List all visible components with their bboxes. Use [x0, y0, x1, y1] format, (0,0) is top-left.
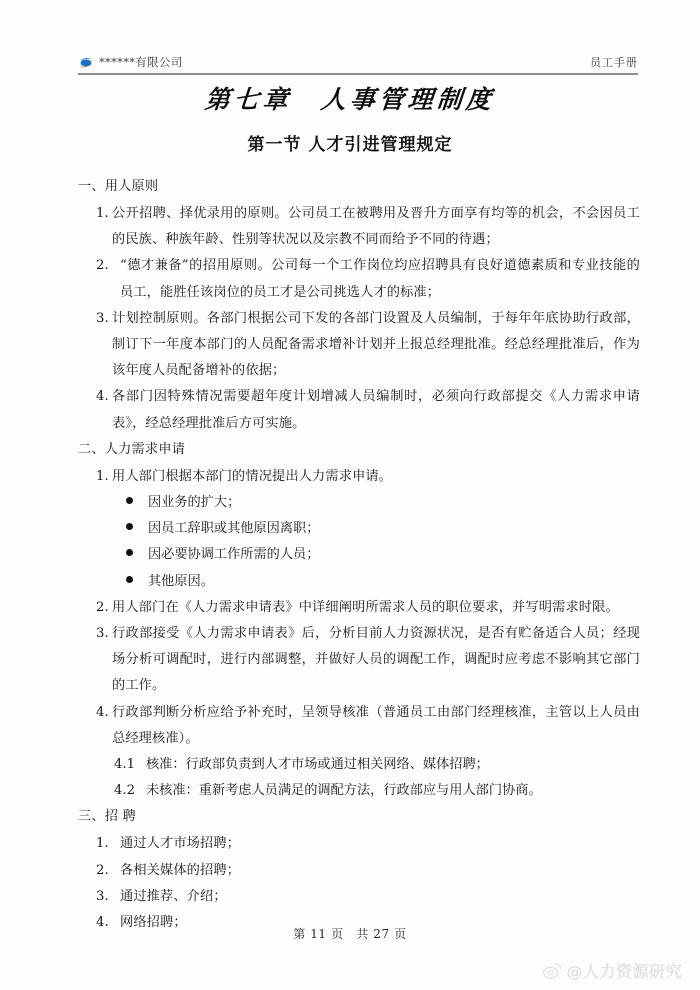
list-item [78, 253, 640, 305]
sub-list-item [78, 752, 640, 778]
list-marker: 2. [96, 862, 109, 878]
weibo-icon [542, 962, 562, 979]
list-item [78, 831, 640, 857]
page-number-footer: 第 11 页 共 27 页 [293, 927, 407, 941]
list-marker: 1. [96, 468, 109, 484]
watermark [542, 959, 682, 982]
list-item [78, 384, 640, 436]
bullet-list-item [78, 569, 640, 595]
list-marker: 4. [96, 915, 109, 931]
bullet-list-item [78, 490, 640, 516]
list-text: 各相关媒体的招聘； [120, 862, 241, 878]
header-company-name: ******有限公司 [99, 55, 183, 69]
list-text: “德才兼备”的招用原则。公司每一个工作岗位均应招聘具有良好道德素质和专业技能的员工，能胜任该岗位的员工才是公司挑选人才的标准； [120, 258, 640, 300]
list-text: 网络招聘； [120, 915, 187, 931]
list-marker: 3. [96, 888, 109, 904]
list-text: 用人部门在《人力需求申请表》中详细阐明所需求人员的职位要求，并写明需求时限。 [112, 599, 619, 615]
list-text: 各部门因特殊情况需要超年度计划增减人员编制时，必须向行政部提交《人力需求申请表》，经总经理批准后方可实施。 [112, 389, 640, 431]
bullet-text: 因业务的扩大； [148, 495, 241, 511]
list-item [78, 621, 640, 700]
bullet-dot-icon [78, 516, 148, 542]
list-text: 计划控制原则。各部门根据公司下发的各部门设置及人员编制，于每年年底协助行政部，制订下一年度本部门的人员配备需求增补计划并上报总经理批准。经总经理批准后，作为该年度人员配备增补的依据； [112, 310, 640, 379]
header-left-group [78, 54, 183, 70]
list-marker: 2. [96, 599, 109, 615]
list-marker: 4. [96, 704, 109, 720]
sub-list-text: 核准：行政部负责到人才市场或通过相关网络、媒体招聘； [146, 757, 489, 773]
list-text: 行政部判断分析应给予补充时，呈领导核准（普通员工由部门经理核准，主管以上人员由总经理核准）。 [112, 704, 640, 746]
bullet-list-item [78, 542, 640, 568]
sub-list-marker: 4.1 [114, 757, 135, 773]
bullet-text: 因员工辞职或其他原因离职； [148, 521, 320, 537]
bullet-dot-icon [78, 542, 148, 568]
sub-list-text: 未核准：重新考虑人员满足的调配方法，行政部应与用人部门协商。 [146, 783, 542, 799]
heading-level1-3: 三、招 聘 [78, 809, 136, 825]
list-text: 行政部接受《人力需求申请表》后，分析目前人力资源状况，是否有贮备适合人员；经现场分析可调配时，进行内部调整，并做好人员的调配工作，调配时应考虑不影响其它部门的工作。 [112, 626, 640, 694]
header-document-name: 员工手册 [590, 56, 638, 69]
list-text: 通过人才市场招聘； [120, 836, 241, 852]
bullet-dot-icon [78, 569, 148, 595]
section-title: 第一节 人才引进管理规定 [247, 135, 453, 155]
sub-list-item [78, 778, 640, 804]
list-item [78, 884, 640, 910]
bullet-text: 其他原因。 [148, 573, 214, 589]
list-text: 用人部门根据本部门的情况提出人力需求申请。 [112, 468, 393, 484]
sub-list-marker: 4.2 [114, 783, 135, 799]
list-marker: 1. [96, 206, 109, 221]
bullet-list-item [78, 516, 640, 542]
bullet-dot-icon [78, 490, 148, 516]
list-item [78, 595, 640, 621]
chapter-title: 第七章 人事管理制度 [203, 85, 497, 114]
watermark-text: @人力资源研究 [566, 962, 682, 981]
heading-level1-2: 二、人力需求申请 [78, 441, 186, 457]
list-item [78, 464, 640, 490]
list-marker: 1. [96, 836, 109, 852]
bullet-text: 因必要协调工作所需的人员； [148, 547, 320, 563]
list-item [78, 700, 640, 752]
heading-level1-1: 一、用人原则 [78, 179, 159, 194]
document-header [78, 46, 638, 75]
list-item [78, 201, 640, 253]
list-marker: 3. [96, 310, 109, 326]
list-marker: 2. [96, 258, 109, 274]
list-text: 公开招聘、择优录用的原则。公司员工在被聘用及晋升方面享有均等的机会，不会因员工的民族、种族年龄、性别等状况以及宗教不同而给予不同的待遇； [112, 206, 640, 248]
list-text: 通过推荐、介绍； [120, 888, 227, 904]
list-marker: 4. [96, 389, 109, 405]
swoosh-logo-icon [78, 56, 93, 69]
document-body [78, 174, 640, 936]
list-item [78, 306, 640, 385]
list-item [78, 858, 640, 884]
list-marker: 3. [96, 626, 109, 642]
